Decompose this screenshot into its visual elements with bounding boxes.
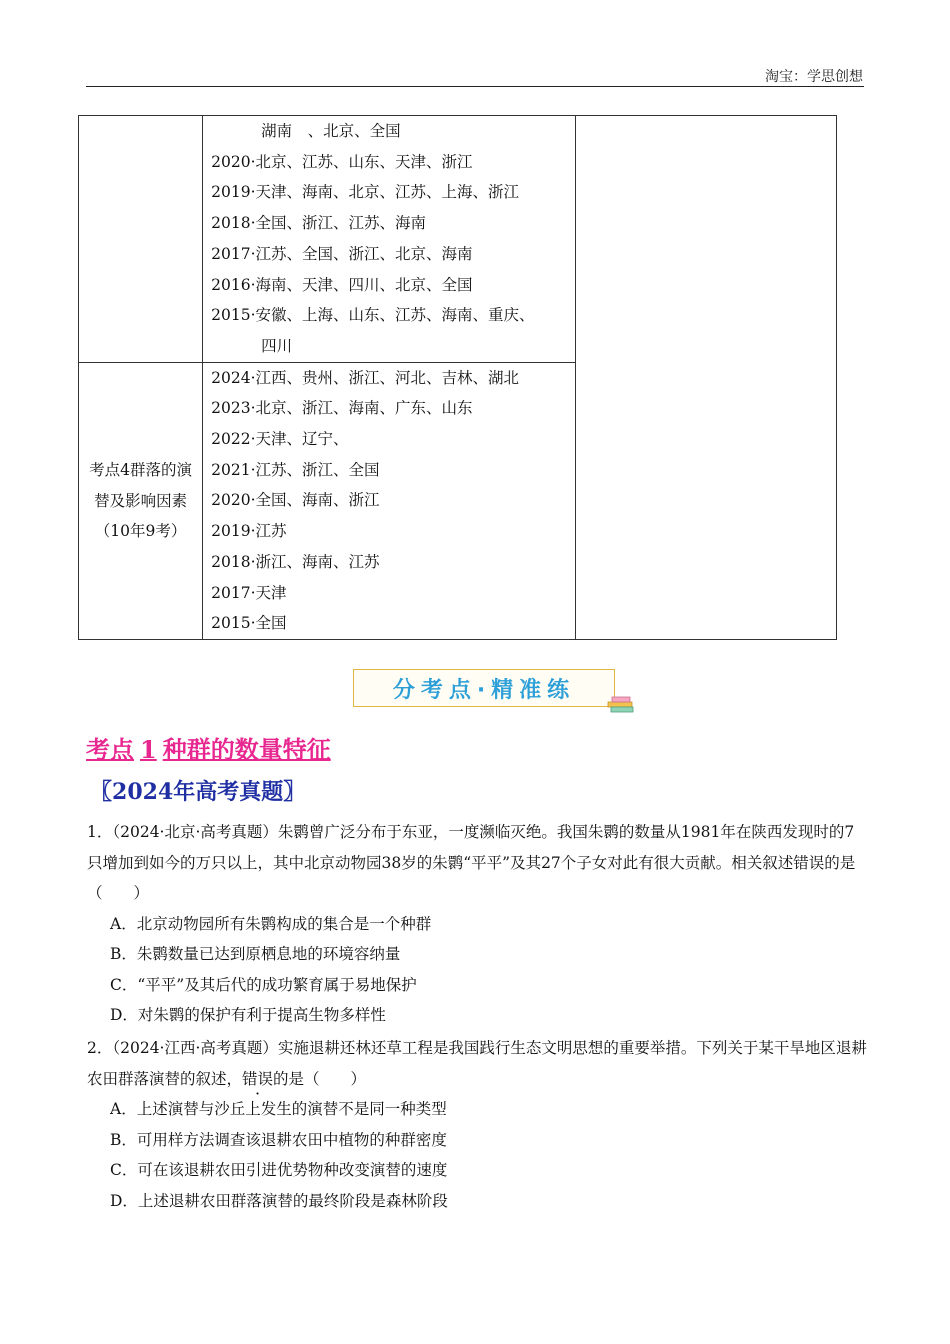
notes-cell (576, 116, 837, 640)
section-title-text: 种群的数量特征 (162, 736, 331, 764)
option-a: A．北京动物园所有朱鹮构成的集合是一个种群 (110, 914, 432, 933)
topic-label: 考点4群落的演替及影响因素（10年9考） (89, 461, 192, 541)
year-line: 2018·全国、浙江、江苏、海南 (211, 214, 427, 233)
books-icon (604, 690, 636, 714)
section-title (86, 730, 331, 765)
year-line: 2019·天津、海南、北京、江苏、上海、浙江 (211, 183, 520, 202)
question-stem: 1．（2024·北京·高考真题）朱鹮曾广泛分布于东亚，一度濒临灭绝。我国朱鹮的数量从1981年在陕西发现时的7只增加到如今的万只以上，其中北京动物园38岁的朱鹮“平平”及其27个子女对此有很大贡献。相关叙述错误的是（ ） (87, 823, 856, 902)
stem-before: 2．（2024·江西·高考真题）实施退耕还林还草工程是我国践行生态文明思想的重要举措。下列关于某干旱地区退耕农田群落演替的叙述， (87, 1039, 867, 1088)
section-title-prefix: 考点 (86, 736, 134, 764)
option-d: D．上述退耕农田群落演替的最终阶段是森林阶段 (110, 1191, 448, 1210)
question-stem (87, 1033, 867, 1094)
option-a: A．上述演替与沙丘上发生的演替不是同一种类型 (110, 1100, 447, 1118)
topic-cell (79, 362, 203, 639)
year-line: 2019·江苏 (211, 522, 287, 541)
year-line: 2020·北京、江苏、山东、天津、浙江 (211, 152, 473, 171)
year-line: 2018·浙江、海南、江苏 (211, 552, 380, 571)
subtitle-text: 年高考真题 (173, 780, 284, 805)
year-line: 2020·全国、海南、浙江 (211, 491, 380, 510)
option-c: C．可在该退耕农田引进优势物种改变演替的速度 (110, 1161, 448, 1179)
year-line: 2021·江苏、浙江、全国 (211, 460, 380, 479)
option-d: D．对朱鹮的保护有利于提高生物多样性 (110, 1006, 386, 1024)
year-line: 湖南 、北京、全国 (261, 122, 401, 140)
stem-after: 的是（ ） (273, 1069, 367, 1088)
option-c: C．“平平”及其后代的成功繁育属于易地保护 (110, 975, 417, 994)
years-cell (203, 362, 576, 639)
year-line: 2017·江苏、全国、浙江、北京、海南 (211, 244, 473, 263)
year-line: 2024·江西、贵州、浙江、河北、吉林、湖北 (211, 368, 520, 387)
question-2 (87, 1033, 867, 1216)
bracket-open: 〖 (90, 779, 113, 805)
year-line: 2017·天津 (211, 583, 287, 602)
option-b: B．朱鹮数量已达到原栖息地的环境容纳量 (110, 945, 401, 963)
header-rule (86, 86, 864, 87)
year-line: 四川 (261, 336, 293, 355)
option-b: B．可用样方法调查该退耕农田中植物的种群密度 (110, 1130, 447, 1149)
section-banner: 分考点·精准练 (353, 669, 615, 707)
years-cell (203, 116, 576, 363)
year-line: 2016·海南、天津、四川、北京、全国 (211, 275, 473, 294)
bracket-close: 〗 (283, 779, 306, 805)
subsection-title (90, 775, 305, 806)
year-line: 2015·全国 (211, 614, 287, 633)
header-text: 淘宝：学思创想 (765, 69, 863, 85)
year-line: 2015·安徽、上海、山东、江苏、海南、重庆、 (211, 306, 535, 325)
question-1 (87, 817, 867, 1031)
table-row (79, 116, 837, 363)
topic-cell (79, 116, 203, 363)
subtitle-year: 2024 (112, 779, 174, 805)
section-title-number: 1 (140, 735, 157, 764)
year-line: 2022·天津、辽宁、 (211, 430, 349, 449)
year-line: 2023·北京、浙江、海南、广东、山东 (211, 399, 473, 418)
exam-frequency-table (78, 115, 837, 640)
stem-emphasis: 错误 (242, 1069, 274, 1088)
